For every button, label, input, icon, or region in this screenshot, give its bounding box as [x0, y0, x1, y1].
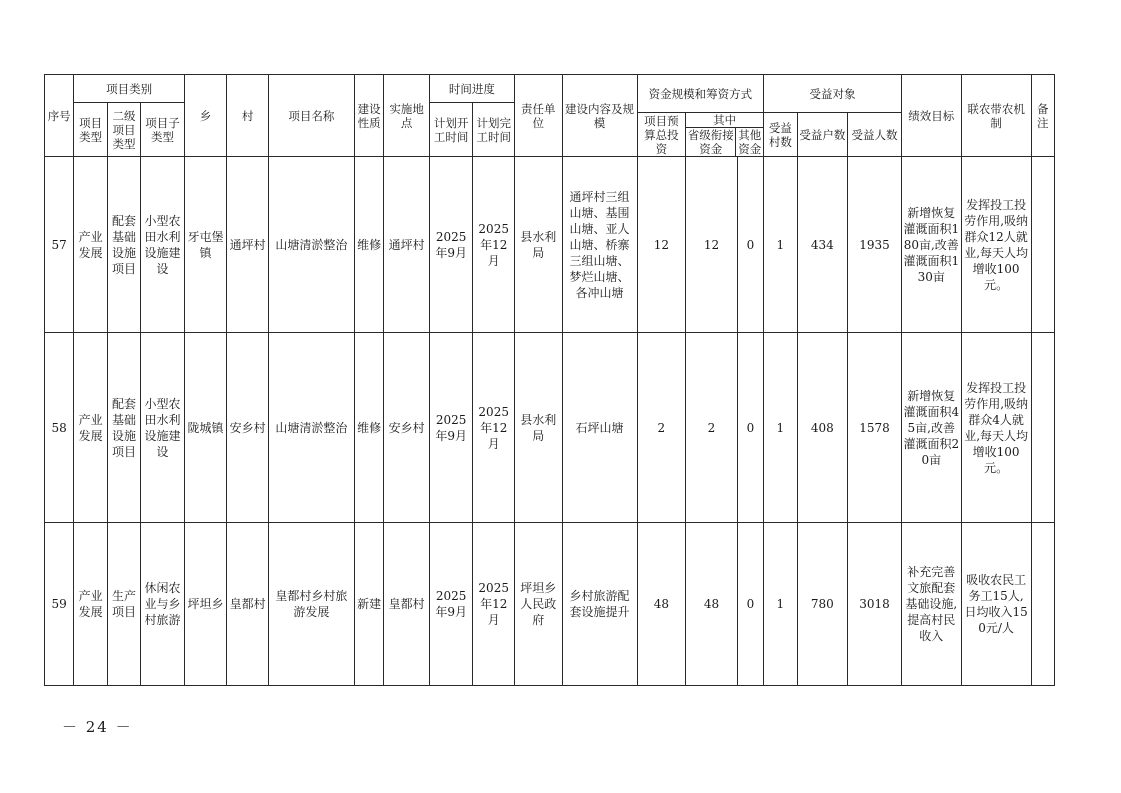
header-plan-end: 计划完工时间 [473, 103, 515, 157]
cell-plan-start: 2025年9月 [429, 523, 473, 686]
cell-sub: 小型农田水利设施建设 [141, 157, 185, 333]
cell-plan-end: 2025年12月 [473, 157, 515, 333]
cell-content: 石坪山塘 [562, 333, 637, 523]
table-row [45, 333, 1055, 523]
cell-level2: 生产项目 [107, 523, 140, 686]
cell-remarks [1031, 523, 1054, 686]
cell-location: 皇都村 [384, 523, 430, 686]
cell-village: 皇都村 [227, 523, 269, 686]
header-mechanism: 联农带农机制 [961, 75, 1031, 157]
cell-performance: 新增恢复灌溉面积45亩,改善灌溉面积20亩 [901, 333, 961, 523]
header-schedule: 时间进度 [429, 75, 514, 103]
page-number: － 24 － [62, 718, 133, 736]
cell-persons: 1578 [848, 333, 902, 523]
header-location: 实施地点 [384, 75, 430, 157]
cell-villages: 1 [764, 523, 797, 686]
cell-village: 通坪村 [227, 157, 269, 333]
cell-performance: 补充完善文旅配套基础设施,提高村民收入 [901, 523, 961, 686]
header-funding: 资金规模和筹资方式 [637, 75, 764, 113]
cell-sub: 休闲农业与乡村旅游 [141, 523, 185, 686]
cell-households: 434 [797, 157, 848, 333]
header-beneficiary-persons: 受益人数 [848, 113, 902, 157]
cell-budget: 48 [637, 523, 686, 686]
header-beneficiary-households: 受益户数 [797, 113, 848, 157]
header-seq: 序号 [45, 75, 74, 157]
cell-content: 通坪村三组山塘、基围山塘、亚人山塘、桥寨三组山塘、梦烂山塘、各冲山塘 [562, 157, 637, 333]
cell-plan-end: 2025年12月 [473, 333, 515, 523]
cell-budget: 12 [637, 157, 686, 333]
cell-responsible: 县水利局 [514, 157, 562, 333]
cell-content: 乡村旅游配套设施提升 [562, 523, 637, 686]
cell-location: 安乡村 [384, 333, 430, 523]
cell-remarks [1031, 157, 1054, 333]
header-category-sub: 项目子类型 [141, 103, 185, 157]
cell-township: 陇城镇 [184, 333, 227, 523]
cell-remarks [1031, 333, 1054, 523]
table-row [45, 523, 1055, 686]
cell-other: 0 [737, 333, 763, 523]
cell-nature: 维修 [354, 157, 383, 333]
header-responsible: 责任单位 [514, 75, 562, 157]
cell-plan-start: 2025年9月 [429, 157, 473, 333]
cell-nature: 维修 [354, 333, 383, 523]
cell-mechanism: 发挥投工投劳作用,吸纳群众12人就业,每天人均增收100元。 [961, 157, 1031, 333]
header-project-name: 项目名称 [268, 75, 354, 157]
cell-mechanism: 吸收农民工务工15人,日均收入150元/人 [961, 523, 1031, 686]
cell-type: 产业发展 [74, 157, 107, 333]
cell-project-name: 皇都村乡村旅游发展 [268, 523, 354, 686]
cell-nature: 新建 [354, 523, 383, 686]
header-category: 项目类别 [74, 75, 184, 103]
cell-other: 0 [737, 523, 763, 686]
header-provincial-funds: 省级衔接资金 [686, 128, 736, 156]
header-other-funds: 其他资金 [738, 128, 762, 156]
cell-type: 产业发展 [74, 523, 107, 686]
cell-village: 安乡村 [227, 333, 269, 523]
cell-responsible: 县水利局 [514, 333, 562, 523]
cell-performance: 新增恢复灌溉面积180亩,改善灌溉面积130亩 [901, 157, 961, 333]
cell-responsible: 坪坦乡人民政府 [514, 523, 562, 686]
header-row-1 [45, 75, 1055, 103]
table-row [45, 157, 1055, 333]
cell-township: 坪坦乡 [184, 523, 227, 686]
cell-level2: 配套基础设施项目 [107, 333, 140, 523]
header-beneficiary: 受益对象 [764, 75, 902, 113]
cell-seq: 58 [45, 333, 74, 523]
cell-sub: 小型农田水利设施建设 [141, 333, 185, 523]
header-beneficiary-villages: 受益村数 [764, 113, 797, 157]
header-category-level2: 二级项目类型 [107, 103, 140, 157]
header-budget-total: 项目预算总投资 [637, 113, 686, 157]
project-table [44, 74, 1055, 686]
header-content: 建设内容及规模 [562, 75, 637, 157]
header-nature: 建设性质 [354, 75, 383, 157]
header-remarks: 备注 [1031, 75, 1054, 157]
cell-plan-end: 2025年12月 [473, 523, 515, 686]
cell-seq: 59 [45, 523, 74, 686]
cell-households: 780 [797, 523, 848, 686]
cell-project-name: 山塘清淤整治 [268, 333, 354, 523]
cell-type: 产业发展 [74, 333, 107, 523]
header-among [686, 113, 764, 157]
cell-persons: 3018 [848, 523, 902, 686]
cell-project-name: 山塘清淤整治 [268, 157, 354, 333]
header-performance: 绩效目标 [901, 75, 961, 157]
cell-seq: 57 [45, 157, 74, 333]
cell-mechanism: 发挥投工投劳作用,吸纳群众4人就业,每天人均增收100元。 [961, 333, 1031, 523]
cell-households: 408 [797, 333, 848, 523]
cell-villages: 1 [764, 333, 797, 523]
cell-location: 通坪村 [384, 157, 430, 333]
cell-plan-start: 2025年9月 [429, 333, 473, 523]
cell-provincial: 48 [686, 523, 738, 686]
cell-villages: 1 [764, 157, 797, 333]
cell-provincial: 2 [686, 333, 738, 523]
cell-level2: 配套基础设施项目 [107, 157, 140, 333]
cell-township: 牙屯堡镇 [184, 157, 227, 333]
header-category-type: 项目类型 [74, 103, 107, 157]
header-among-label: 其中 [686, 113, 763, 128]
cell-other: 0 [737, 157, 763, 333]
header-village: 村 [227, 75, 269, 157]
cell-persons: 1935 [848, 157, 902, 333]
header-township: 乡 [184, 75, 227, 157]
cell-provincial: 12 [686, 157, 738, 333]
header-plan-start: 计划开工时间 [429, 103, 473, 157]
cell-budget: 2 [637, 333, 686, 523]
